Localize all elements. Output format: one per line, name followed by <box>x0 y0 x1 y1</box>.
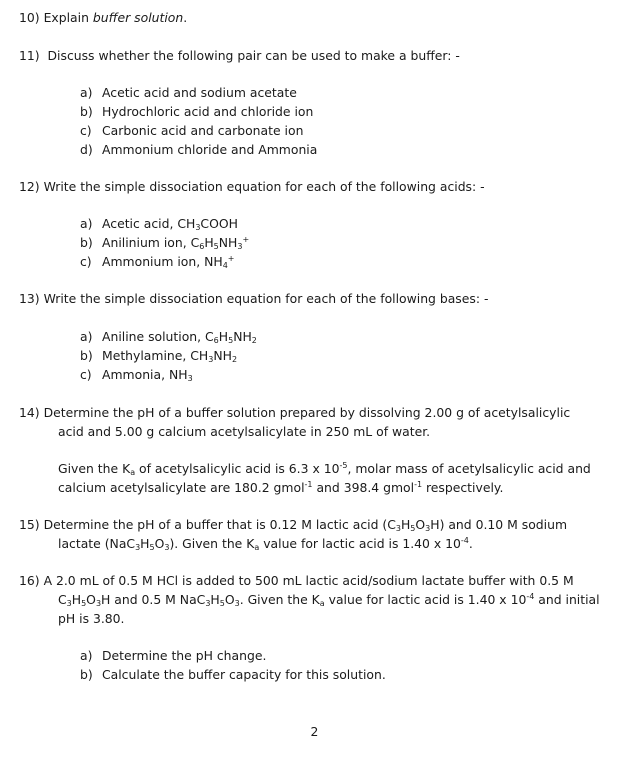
question-text: Write the simple dissociation equation for each of the following bases: - <box>43 291 489 306</box>
question-15-line-2: lactate $(NaC_3H_5O_3)$. Given the $K_a$ value for lactic acid is 1.40 x $10^{-4}$. <box>58 536 473 552</box>
question-number: 16) <box>19 573 40 588</box>
question-11 <box>19 46 460 65</box>
question-10: 10) Explain buffer solution. <box>19 10 188 25</box>
question-12 <box>19 177 485 196</box>
question-13 <box>19 289 488 308</box>
question-14-given: Given the $K_a$ of acetylsalicylic acid is 6.3 x $10^{-5}$, molar mass of acetylsalicylic acid and <box>58 461 591 477</box>
question-number: 12) <box>19 179 40 194</box>
question-14: 14) Determine the pH of a buffer solution prepared by dissolving 2.00 g of acetylsalicylic <box>19 405 571 420</box>
list-item: b) Hydrochloric acid and chloride ion <box>80 104 314 119</box>
list-item: a) Acetic acid, $CH_3COOH$ <box>80 216 238 232</box>
list-item: c) Ammonium ion, $NH_4^+$ <box>80 254 235 270</box>
question-number: 10) <box>19 10 40 25</box>
list-item: b) Calculate the buffer capacity for this solution. <box>80 667 386 682</box>
question-number: 13) <box>19 291 40 306</box>
question-number: 14) <box>19 405 40 420</box>
page-number: 2 <box>310 724 319 739</box>
question-16-line-2: $C_3H_5O_3H$ and 0.5 M $NaC_3H_5O_3$. Given the $K_a$ value for lactic acid is 1.40 x $10^{-4}$ and initial <box>58 592 600 608</box>
list-item: d) Ammonium chloride and Ammonia <box>80 142 318 157</box>
question-16: 16) A 2.0 mL of 0.5 M HCl is added to 500 mL lactic acid/sodium lactate buffer with 0.5 M <box>19 573 574 588</box>
question-number: 15) <box>19 517 40 532</box>
list-item: a) Determine the pH change. <box>80 648 267 663</box>
question-text: Write the simple dissociation equation for each of the following acids: - <box>43 179 485 194</box>
question-number: 11) <box>19 48 40 63</box>
list-item: b) Anilinium ion, $C_6H_5NH_3^+$ <box>80 235 250 251</box>
list-item: a) Aniline solution, $C_6H_5NH_2$ <box>80 329 257 345</box>
question-text: Discuss whether the following pair can be used to make a buffer: - <box>47 48 460 63</box>
question-14-line-2: acid and 5.00 g calcium acetylsalicylate in 250 mL of water. <box>58 424 431 439</box>
list-item: c) Carbonic acid and carbonate ion <box>80 123 304 138</box>
question-14-given-2: calcium acetylsalicylate are 180.2 gmol$^{-1}$ and 398.4 gmol$^{-1}$ respectively. <box>58 480 504 495</box>
question-16-line-3: pH is 3.80. <box>58 611 125 626</box>
question-15: 15) Determine the pH of a buffer that is 0.12 M lactic acid $(C_3H_5O_3H)$ and 0.10 M sodium <box>19 517 568 533</box>
list-item: a) Acetic acid and sodium acetate <box>80 85 297 100</box>
list-item: c) Ammonia, $NH_3$ <box>80 367 193 383</box>
list-item: b) Methylamine, $CH_3NH_2$ <box>80 348 238 364</box>
